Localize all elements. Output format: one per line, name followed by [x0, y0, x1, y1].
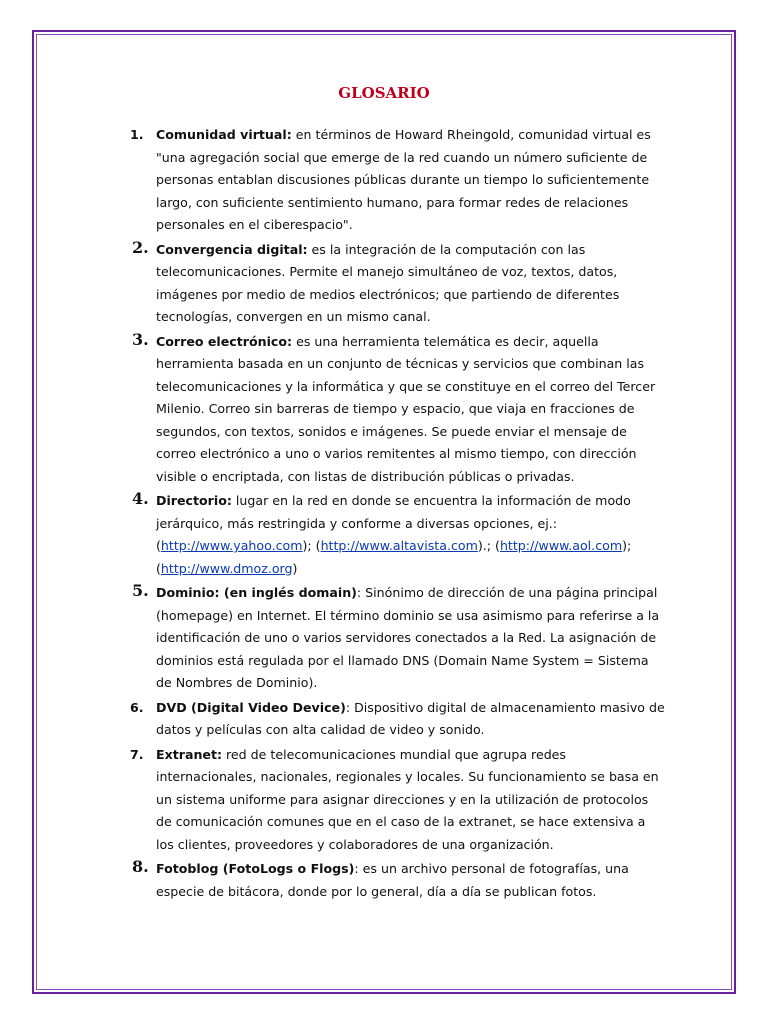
glossary-entry-directorio — [126, 490, 666, 580]
entry-term: Directorio: — [156, 493, 232, 508]
entry-number: 5. — [132, 581, 149, 600]
entry-term: DVD (Digital Video Device) — [156, 699, 346, 715]
entry-term: Convergencia digital: — [156, 241, 308, 257]
entry-definition: es la integración de la computación con las telecomunicaciones. Permite el manejo simultáneo de voz, textos, datos, imágenes por medio de medios electrónicos; que partiendo de diferentes tecnologías, convergen en un mismo canal. — [156, 241, 620, 324]
entry-definition: : Sinónimo de dirección de una página principal (homepage) en Internet. El término dominio se usa asimismo para referirse a la identificación de uno o varios servidores conectados a la Red. La asignación de dominios está regulada por el llamado DNS (Domain Name System = Sistema de Nombres de Dominio). — [156, 585, 660, 690]
entry-definition: en términos de Howard Rheingold, comunidad virtual es "una agregación social que emerge de la red cuando un número suficiente de personas entablan discusiones públicas durante un tiempo lo suficientemente largo, con suficiente sentimiento humano, para formar redes de relaciones personales en el ciberespacio". — [156, 127, 651, 232]
link-altavista[interactable]: http://www.altavista.com — [320, 538, 478, 553]
glossary-entry-correo-electronico — [126, 331, 666, 489]
glossary-entry-dvd — [126, 697, 666, 742]
entry-definition: : es un archivo personal de fotografías, una especie de bitácora, donde por lo general, día a día se publican fotos. — [156, 861, 629, 899]
entry-definition: lugar en la red en donde se encuentra la información de modo jerárquico, más restringida y conforme a diversas opciones, ej.: ( — [156, 493, 631, 553]
entry-number: 6. — [130, 699, 144, 715]
glossary-list — [126, 124, 666, 905]
link-separator: ) — [292, 560, 298, 576]
glossary-entry-extranet — [126, 744, 666, 857]
glossary-entry-fotoblog — [126, 858, 666, 903]
entry-term: Extranet: — [156, 746, 223, 762]
entry-number: 2. — [132, 237, 149, 257]
entry-number: 8. — [132, 857, 149, 876]
entry-definition: red de telecomunicaciones mundial que agrupa redes internacionales, nacionales, regionales y locales. Su funcionamiento se basa en un sistema uniforme para asignar direcciones y en la utilización de protocolos de comunicación comunes que en el caso de la extranet, se hace extensiva a los clientes, proveedores y colaboradores de una organización. — [156, 746, 659, 852]
page-title: GLOSARIO — [338, 84, 430, 102]
glossary-entry-convergencia-digital — [126, 239, 666, 329]
glossary-entry-comunidad-virtual — [126, 124, 666, 237]
link-separator: ); ( — [302, 538, 321, 553]
entry-number: 4. — [132, 489, 149, 508]
entry-term: Correo electrónico: — [156, 333, 293, 349]
entry-definition: es una herramienta telemática es decir, aquella herramienta basada en un conjunto de técnicas y servicios que combinan las telecomunicaciones y la informática y que se constituye en el correo del Tercer Milenio. Correo sin barreras de tiempo y espacio, que viaja en fracciones de segundos, con textos, sonidos e imágenes. Se puede enviar el mensaje de correo electrónico a uno o varios remitentes al mismo tiempo, con dirección visible o encriptada, con listas de distribución públicas o privadas. — [156, 333, 656, 484]
link-separator: ); ( — [156, 538, 632, 576]
entry-number: 3. — [132, 329, 149, 349]
entry-number: 7. — [130, 746, 144, 762]
link-yahoo[interactable]: http://www.yahoo.com — [160, 538, 303, 553]
link-aol[interactable]: http://www.aol.com — [499, 538, 623, 553]
entry-term: Fotoblog (FotoLogs o Flogs) — [156, 861, 355, 876]
link-dmoz[interactable]: http://www.dmoz.org — [160, 560, 293, 576]
glossary-entry-dominio — [126, 582, 666, 695]
link-separator: ).; ( — [477, 538, 500, 553]
entry-term: Comunidad virtual: — [156, 127, 292, 142]
entry-term: Dominio: (en inglés domain) — [156, 585, 357, 600]
entry-number: 1. — [130, 127, 144, 142]
entry-definition: : Dispositivo digital de almacenamiento masivo de datos y películas con alta calidad de video y sonido. — [156, 699, 665, 737]
